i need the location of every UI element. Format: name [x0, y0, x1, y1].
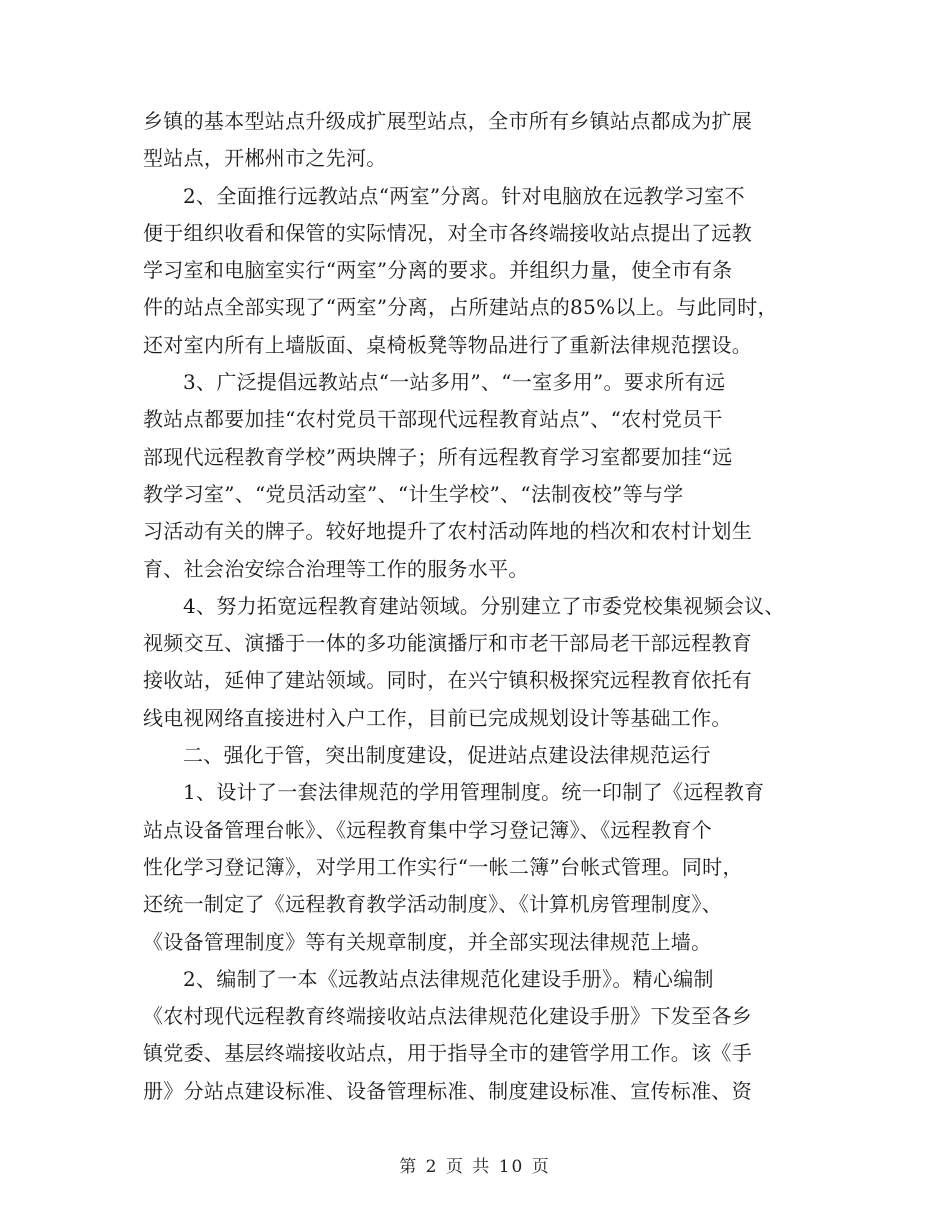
text-line: 3、广泛提倡远教站点“一站多用”、“一室多用”。要求所有远 [183, 370, 726, 395]
text-line: 1、设计了一套法律规范的学用管理制度。统一印制了《远程教育 [183, 780, 765, 805]
text-line: 型站点，开郴州市之先河。 [143, 146, 387, 171]
text-line: 2、全面推行远教站点“两室”分离。针对电脑放在远教学习室不 [183, 183, 745, 208]
text-line: 《设备管理制度》等有关规章制度，并全部实现法律规范上墙。 [143, 929, 712, 954]
text-line: 件的站点全部实现了“两室”分离，占所建站点的85%以上。与此同时， [143, 295, 778, 320]
text-line: 育、社会治安综合治理等工作的服务水平。 [143, 556, 529, 581]
text-line: 教学习室”、“党员活动室”、“计生学校”、“法制夜校”等与学 [143, 481, 684, 506]
text-line: 线电视网络直接进村入户工作，目前已完成规划设计等基础工作。 [143, 705, 732, 730]
text-line: 册》分站点建设标准、设备管理标准、制度建设标准、宣传标准、资 [143, 1078, 752, 1103]
text-line: 便于组织收看和保管的实际情况，对全市各终端接收站点提出了远教 [143, 220, 752, 245]
text-line: 接收站，延伸了建站领域。同时，在兴宁镇积极探究远程教育依托有 [143, 668, 752, 693]
text-line: 二、强化于管，突出制度建设，促进站点建设法律规范运行 [183, 743, 711, 768]
text-line: 镇党委、基层终端接收站点，用于指导全市的建管学用工作。该《手 [143, 1041, 752, 1066]
text-line: 习活动有关的牌子。较好地提升了农村活动阵地的档次和农村计划生 [143, 519, 752, 544]
text-line: 站点设备管理台帐》、《远程教育集中学习登记簿》、《远程教育个 [143, 817, 712, 842]
text-line: 性化学习登记簿》，对学用工作实行“一帐二簿”台帐式管理。同时， [143, 854, 743, 879]
page-footer: 第 2 页 共 10 页 [399, 1157, 551, 1177]
text-line: 学习室和电脑室实行“两室”分离的要求。并组织力量，使全市有条 [143, 258, 733, 283]
text-line: 还对室内所有上墙版面、桌椅板凳等物品进行了重新法律规范摆设。 [143, 332, 752, 357]
text-line: 4、努力拓宽远程教育建站领域。分别建立了市委党校集视频会议、 [183, 593, 785, 618]
text-line: 乡镇的基本型站点升级成扩展型站点，全市所有乡镇站点都成为扩展 [143, 109, 752, 133]
text-line: 部现代远程教育学校”两块牌子；所有远程教育学习室都要加挂“远 [143, 444, 733, 469]
text-line: 《农村现代远程教育终端接收站点法律规范化建设手册》下发至各乡 [143, 1004, 752, 1029]
text-line: 2、编制了一本《远教站点法律规范化建设手册》。精心编制 [183, 966, 714, 991]
document-body [143, 103, 823, 1110]
text-line: 教站点都要加挂“农村党员干部现代远程教育站点”、“农村党员干 [143, 407, 723, 432]
text-line: 视频交互、演播于一体的多功能演播厅和市老干部局老干部远程教育 [143, 631, 752, 656]
text-line: 还统一制定了《远程教育教学活动制度》、《计算机房管理制度》、 [143, 892, 722, 917]
